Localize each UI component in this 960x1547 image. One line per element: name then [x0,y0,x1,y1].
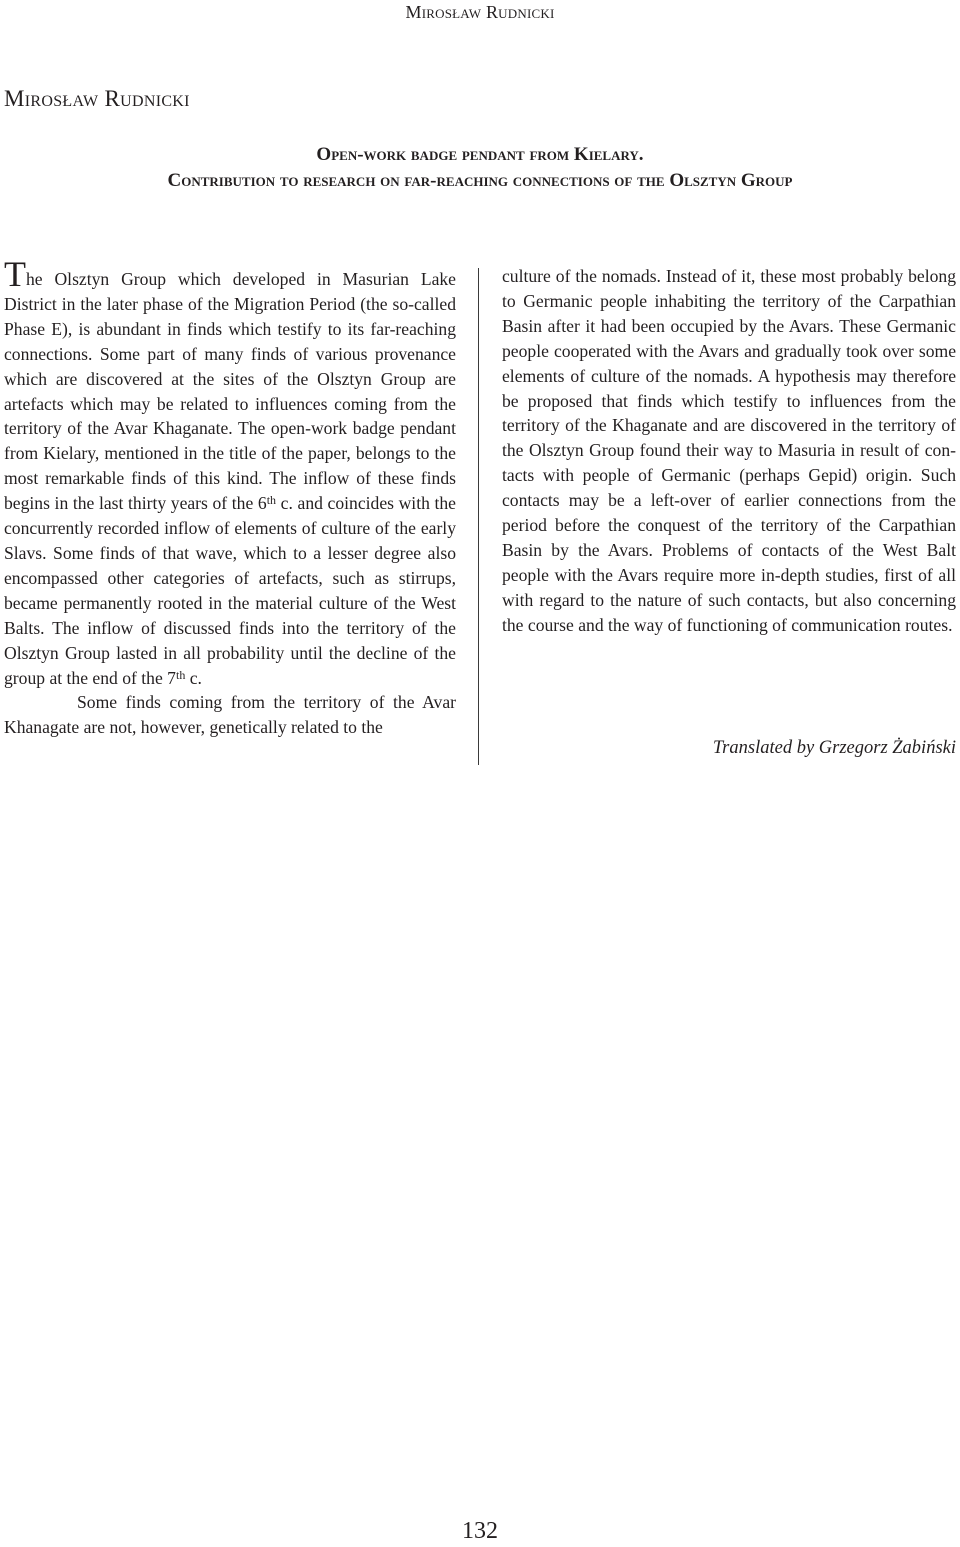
superscript-th-2: th [175,667,186,682]
column-divider [478,268,479,765]
superscript-th-1: th [266,493,277,508]
paragraph-1-text-c: c. [185,667,202,688]
paragraph-1-text-a: he Olsztyn Group which developed in Masurian Lake District in the later phase of the Migration Period (the so-called Phase E), is abundant in finds which testify to its far-reaching connections. Some part of many finds of various provenance which are discovered at the sites of the Olsztyn Group are artefacts which may be related to influences coming from the territory of the Avar Khaganate. The open-work badge pendant from Kielary, mentioned in the title of the paper, belongs to the most remarkable finds of this kind. The inflow of these finds begins in the last thirty years of the 6 [4,269,456,514]
title-line-1: Open-work badge pendant from Kielary. [316,144,644,165]
article-title [0,142,960,194]
paragraph-1-text-b: c. and coincides with the concurrently recorded inflow of elements of culture of the early Slavs. Some finds of that wave, which to a lesser degree also encompassed other categories of artefacts, such as stirrups, became permanently rooted in the material culture of the West Balts. The inflow of discussed finds into the territory of the Olsztyn Group lasted in all probability until the decline of the group at the end of the 7 [4,493,456,688]
paragraph-2: Some finds coming from the territory of the Avar Khanagate are not, however, genetically related to the [4,692,456,738]
right-column [502,264,956,638]
paragraph-1 [4,254,456,690]
right-column-text: culture of the nomads. Instead of it, these most probably belong to Germanic people inhabiting the territory of the Carpathian Basin after it had been occupied by the Avars. These Germanic people cooperated with the Avars and gradually took over some elements of culture of the nomads. A hypothesis may therefore be proposed that finds which testify to influences from the territory of the Khaganate and are discovered in the territory of the Olsztyn Group found their way to Masuria in result of contacts with people of Germanic (perhaps Gepid) origin. Such contacts may be a left-over of earlier connections from the period before the conquest of the territory of the Carpathian Basin by the Avars. Problems of contacts of the West Balt people with the Avars require more in-depth studies, first of all with regard to the nature of such contacts, but also concerning the course and the way of functioning of communication routes. [502,266,956,635]
title-line-2: Contribution to research on far-reaching connections of the Olsztyn Group [167,170,793,191]
author-name: Mirosław Rudnicki [4,86,190,111]
page-number: 132 [462,1518,498,1544]
drop-cap: T [4,254,26,294]
translator-credit: Translated by Grzegorz Żabiński [712,738,956,758]
left-column [4,254,456,740]
running-head: Mirosław Rudnicki [405,2,555,22]
